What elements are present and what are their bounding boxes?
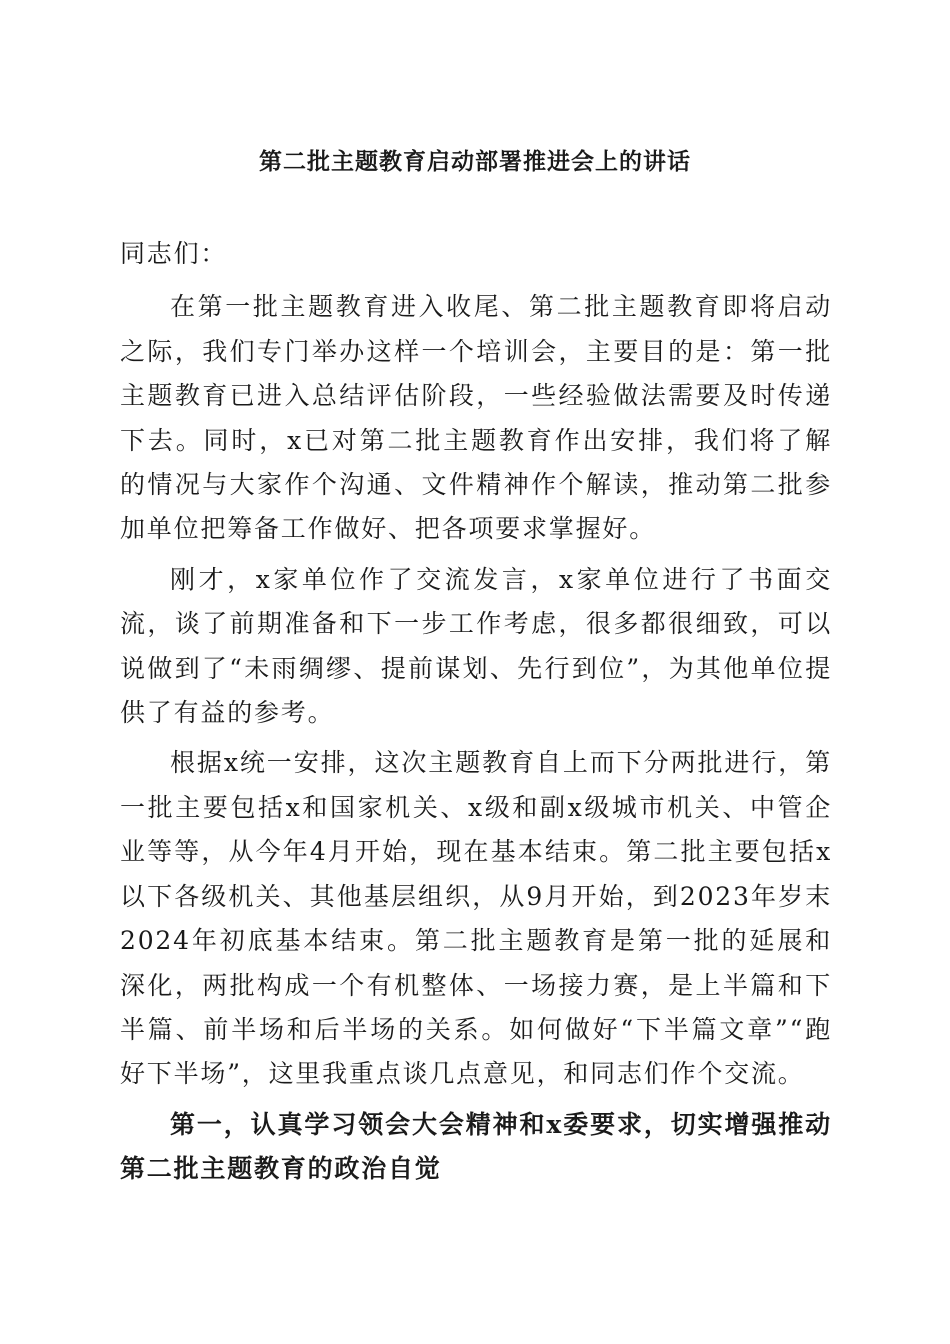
salutation: 同志们： xyxy=(120,239,228,268)
document-title: 第二批主题教育启动部署推进会上的讲话 xyxy=(259,148,691,175)
paragraph-2: 刚才，x家单位作了交流发言，x家单位进行了书面交流，谈了前期准备和下一步工作考虑，很多都很细致，可以说做到了“未雨绸缪、提前谋划、先行到位”，为其他单位提供了有益的参考。 xyxy=(120,564,832,728)
paragraph-1: 在第一批主题教育进入收尾、第二批主题教育即将启动之际，我们专门举办这样一个培训会，主要目的是：第一批主题教育已进入总结评估阶段，一些经验做法需要及时传递下去。同时，x已对第二批主题教育作出安排，我们将了解的情况与大家作个沟通、文件精神作个解读，推动第二批参加单位把筹备工作做好、把各项要求掌握好。 xyxy=(120,292,832,544)
section-heading-1: 第一，认真学习领会大会精神和x委要求，切实增强推动第二批主题教育的政治自觉 xyxy=(120,1109,832,1184)
document-body xyxy=(120,232,832,1198)
paragraph-3: 根据x统一安排，这次主题教育自上而下分两批进行，第一批主要包括x和国家机关、x级和副x级城市机关、中管企业等等，从今年4月开始，现在基本结束。第二批主要包括x以下各级机关、其他基层组织，从9月开始，到2023年岁末2024年初底基本结束。第二批主题教育是第一批的延展和深化，两批构成一个有机整体、一场接力赛，是上半篇和下半篇、前半场和后半场的关系。如何做好“下半篇文章”“跑好下半场”，这里我重点谈几点意见，和同志们作个交流。 xyxy=(120,748,832,1089)
